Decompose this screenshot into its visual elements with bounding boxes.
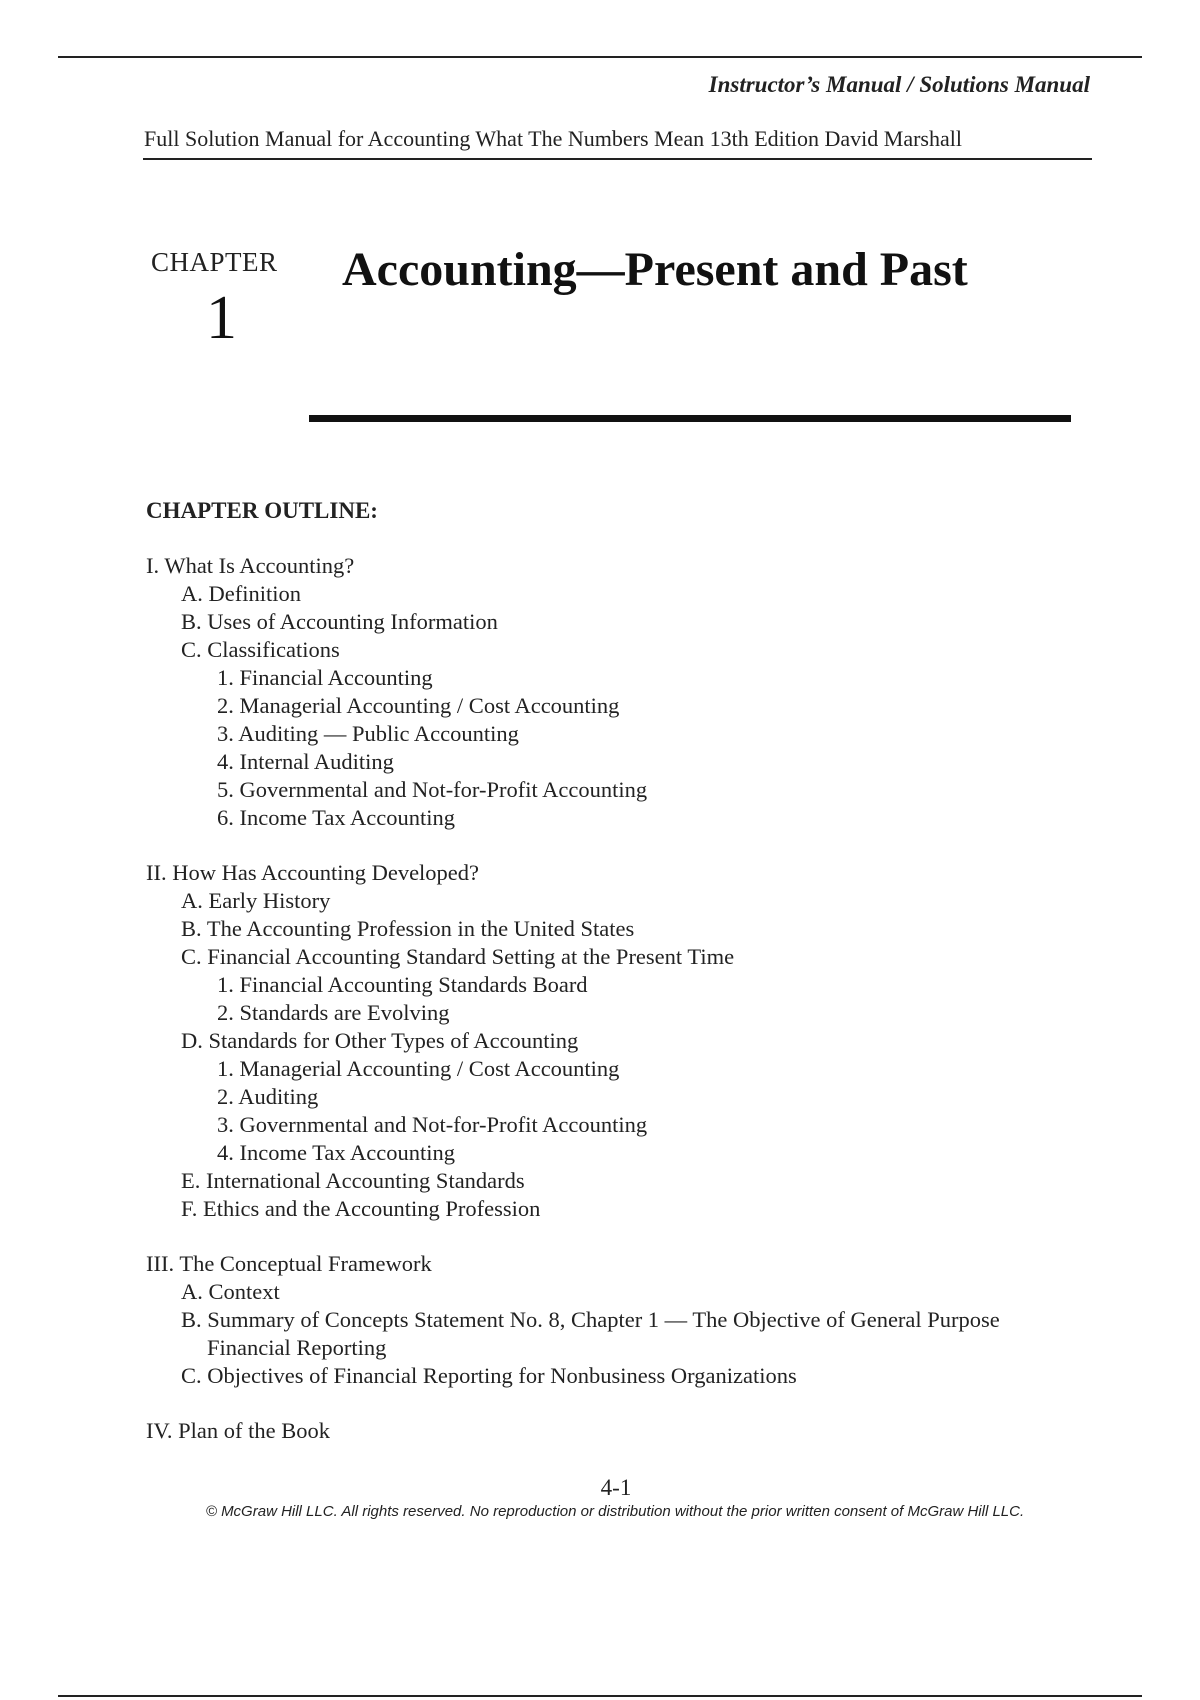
outline-section [146, 552, 1106, 832]
outline-heading: CHAPTER OUTLINE: [146, 498, 378, 523]
outline-subitem: 1. Financial Accounting Standards Board [217, 972, 588, 997]
outline-item: A. Context [181, 1279, 280, 1304]
outline-section [146, 1250, 1106, 1390]
section-title: IV. Plan of the Book [146, 1418, 330, 1443]
outline-item: A. Definition [181, 581, 301, 606]
outline-item: D. Standards for Other Types of Accounting [181, 1028, 579, 1053]
outline-subitem: 2. Standards are Evolving [217, 1000, 450, 1025]
chapter-outline [146, 552, 1106, 1445]
section-title: II. How Has Accounting Developed? [146, 860, 480, 885]
outline-subitem: 1. Financial Accounting [217, 665, 433, 690]
outline-subitem: 4. Internal Auditing [217, 749, 394, 774]
outline-subitem: 2. Auditing [217, 1084, 319, 1109]
outline-subitem: 2. Managerial Accounting / Cost Accounting [217, 693, 620, 718]
outline-item: C. Objectives of Financial Reporting for Nonbusiness Organizations [181, 1363, 797, 1388]
outline-item: B. Uses of Accounting Information [181, 609, 498, 634]
outline-subitem: 3. Auditing — Public Accounting [217, 721, 519, 746]
outline-subitem: 4. Income Tax Accounting [217, 1140, 455, 1165]
top-rule [58, 56, 1142, 58]
section-title: I. What Is Accounting? [146, 553, 355, 578]
chapter-divider [309, 415, 1071, 422]
outline-item: C. Classifications [181, 637, 340, 662]
outline-subitem: 1. Managerial Accounting / Cost Accounting [217, 1056, 620, 1081]
chapter-number: 1 [206, 284, 237, 352]
outline-subitem: 6. Income Tax Accounting [217, 805, 455, 830]
section-title: III. The Conceptual Framework [146, 1251, 432, 1276]
chapter-title: Accounting—Present and Past [342, 243, 968, 296]
chapter-label: CHAPTER [151, 247, 278, 277]
outline-item: A. Early History [181, 888, 331, 913]
outline-section [146, 1417, 1106, 1445]
title-underline [143, 158, 1092, 160]
document-title: Full Solution Manual for Accounting What The Numbers Mean 13th Edition David Marshall [144, 126, 962, 151]
page-number: 4-1 [600, 1475, 632, 1500]
outline-item: F. Ethics and the Accounting Profession [181, 1196, 541, 1221]
outline-section [146, 859, 1106, 1223]
outline-subitem: 5. Governmental and Not-for-Profit Accounting [217, 777, 648, 802]
outline-subitem: 3. Governmental and Not-for-Profit Accounting [217, 1112, 648, 1137]
copyright-notice: © McGraw Hill LLC. All rights reserved. No reproduction or distribution without the prior written consent of McGraw Hill LLC. [205, 1503, 1025, 1520]
outline-item-text: B. Summary of Concepts Statement No. 8, Chapter 1 — The Objective of General Purpose [181, 1307, 1000, 1332]
outline-item: B. The Accounting Profession in the United States [181, 916, 635, 941]
outline-item: C. Financial Accounting Standard Setting at the Present Time [181, 944, 735, 969]
manual-label: Instructor’s Manual / Solutions Manual [708, 72, 1090, 97]
outline-item [146, 1306, 1106, 1362]
bottom-rule [58, 1695, 1142, 1697]
outline-item-continuation: Financial Reporting [207, 1335, 387, 1360]
outline-item: E. International Accounting Standards [181, 1168, 525, 1193]
